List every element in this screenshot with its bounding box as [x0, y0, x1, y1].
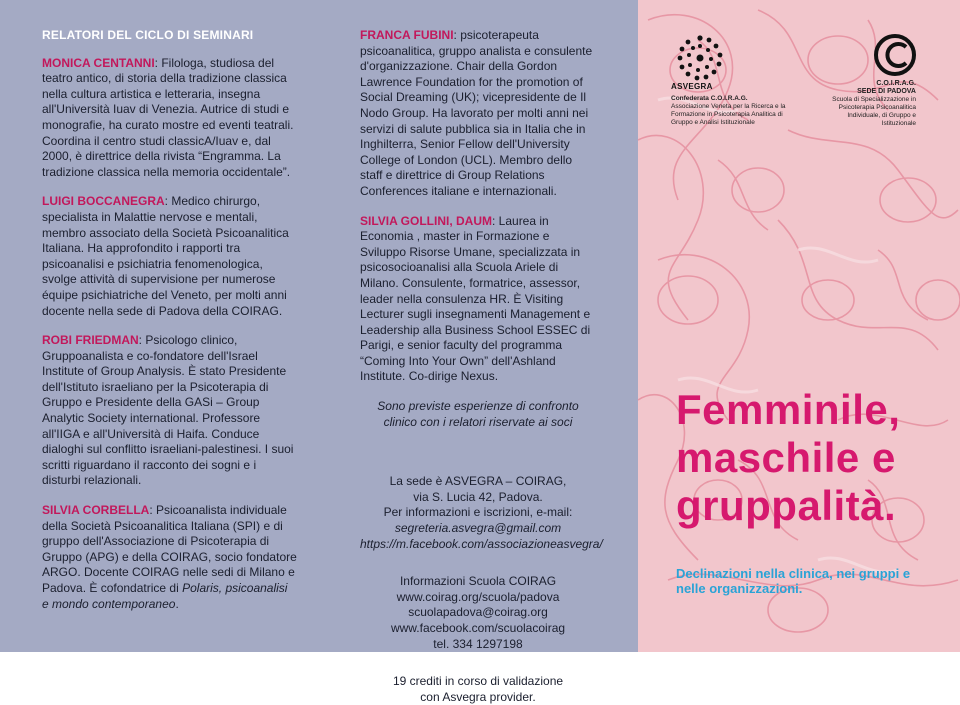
journal-title: Polaris, psicoanalisi e mondo contemporaneo [42, 581, 288, 611]
coirag-description [830, 80, 916, 128]
provider-line: con Asvegra provider. [420, 689, 536, 704]
venue-info [360, 474, 603, 552]
speaker-name: ROBI FRIEDMAN [42, 333, 139, 348]
bio-corbella [42, 503, 297, 612]
speakers-column-1 [42, 28, 297, 626]
bio-fubini [360, 28, 596, 200]
bio-end: . [175, 596, 179, 611]
title-line: gruppalità. [676, 482, 897, 529]
speaker-bio: : Medico chirurgo, specialista in Malattie nervose e mentali, membro associato della Società Psicoanalitica Italiana. Ha approfondito i rapporti tra psicoanalisi e psichiatria fenomenologica, svolge attività di supervisione per numerose équipe psichiatriche del Veneto, per molti anni docente nella sede di Padova della COIRAG. [42, 194, 289, 318]
email-link[interactable]: segreteria.asvegra@gmail.com [394, 521, 562, 536]
coirag-sede: SEDE DI PADOVA [857, 88, 916, 95]
title-line: Femminile, [676, 386, 901, 433]
coirag-logo-icon [872, 32, 918, 78]
speaker-name: LUIGI BOCCANEGRA [42, 194, 165, 209]
speaker-bio: : psicoterapeuta psicoanalitica, gruppo analista e consulente d'organizzazione. Chair della Gordon Lawrence Foundation for the promotion of Social Dreaming (UK); vicepresidente de Il Nodo Group. Ha lavorato per molti anni nei servizi di salute pubblica sia in Italia che in Inghilterra, Senior Fellow dell'University College of London (UCL). Membro dello staff e direttrice di Group Relations Conferences italiane e internazionali. [360, 28, 593, 198]
bio-centanni [42, 56, 297, 181]
bio-friedman [42, 333, 297, 489]
asvegra-logo-icon [676, 34, 724, 82]
school-web-link[interactable]: www.coirag.org/scuola/padova [396, 589, 560, 604]
facebook-link[interactable]: https://m.facebook.com/associazioneasvegra/ [360, 536, 603, 551]
asvegra-desc: Associazione Veneta per la Ricerca e la Formazione in Psicoterapia Analitica di Gruppo e Analisi Istituzionale [671, 103, 786, 126]
speaker-name: SILVIA CORBELLA [42, 503, 150, 518]
speaker-name: SILVIA GOLLINI, DAUM [360, 213, 492, 228]
speaker-name: MONICA CENTANNI [42, 55, 155, 70]
bio-gollini [360, 214, 596, 386]
speaker-bio: : Laurea in Economia , master in Formazione e Sviluppo Risorse Umane, specializzata in psicosocioanalisi alla Scuola Ariele di Milano. Consulente, formatrice, assessor, leader nella consulenza HR. È Visiting Lecturer sugli insegnamenti Management e Leadership alla Business School ESSEC di Parigi, e senior faculty del programma “Coming Into Your Own” dell'Ashland Institute. Co-dirige Nexus. [360, 213, 591, 384]
bio-boccanegra [42, 194, 297, 319]
venue-line: La sede è ASVEGRA – COIRAG, [389, 474, 567, 489]
speaker-bio: : Psicologo clinico, Gruppoanalista e co-fondatore dell'Israel Institute of Group Analysis. È stato Presidente dell'Istituto israeliano per la Psicoterapia di Gruppo e Presidente della GASi – Group Analytic Society international. Professore all'IIGA e all'Università di Haifa. Conduce dialoghi sul conflitto israeliani-palestinesi. I suoi scritti riguardano il racconto dei sogni e i disturbi relazionali. [42, 333, 294, 488]
asvegra-description [671, 95, 801, 127]
coirag-desc: Scuola di Specializzazione in Psicoterapia Psicoanalitica Individuale, di Gruppo e Istituzionale [832, 96, 916, 127]
asvegra-logo-text: ASVEGRA [671, 82, 713, 91]
asvegra-confederation: Confederata C.O.I.R.A.G. [671, 95, 748, 102]
school-phone: tel. 334 1297198 [433, 636, 523, 651]
title-line: maschile e [676, 434, 896, 481]
address-line: via S. Lucia 42, Padova. [413, 489, 543, 504]
school-email-link[interactable]: scuolapadova@coirag.org [408, 605, 548, 620]
brochure-title [676, 386, 956, 530]
school-info [360, 574, 596, 652]
section-title: RELATORI DEL CICLO DI SEMINARI [42, 28, 254, 42]
coirag-name: C.O.I.R.A.G. [876, 80, 916, 87]
brochure-subtitle: Declinazioni nella clinica, nei gruppi e nelle organizzazioni. [676, 566, 911, 596]
credits-info [360, 674, 596, 705]
speakers-column-2 [360, 28, 603, 705]
school-title: Informazioni Scuola COIRAG [399, 574, 557, 589]
speaker-bio: : Psicoanalista individuale della Società Psicoanalitica Italiana (SPI) e di gruppo dell'Associazione di Psicoterapia di Gruppo (APG) e della COIRAG, socio fondatore ARGO. Docente COIRAG nelle sedi di Milano e Padova. È cofondatrice di [42, 503, 297, 595]
school-facebook-link[interactable]: www.facebook.com/scuolacoirag [390, 621, 566, 635]
contact-line: Per informazioni e iscrizioni, e-mail: [383, 505, 573, 520]
clinical-note: Sono previste esperienze di confronto clinico con i relatori riservate ai soci [377, 399, 579, 429]
speaker-bio: : Filologa, studiosa del teatro antico, di storia della tradizione classica nella cultura artistica e letteraria, insegna all'Università Iuav di Venezia. Autrice di studi e monografie, ha curato mostre ed eventi teatrali. Coordina il centro studi classicA/Iuav e, dal 2000, è direttrice della rivista “Engramma. La tradizione classica nella memoria occidentale”. [42, 55, 294, 179]
credits-line: 19 crediti in corso di validazione [392, 674, 564, 689]
speaker-name: FRANCA FUBINI [360, 28, 454, 42]
